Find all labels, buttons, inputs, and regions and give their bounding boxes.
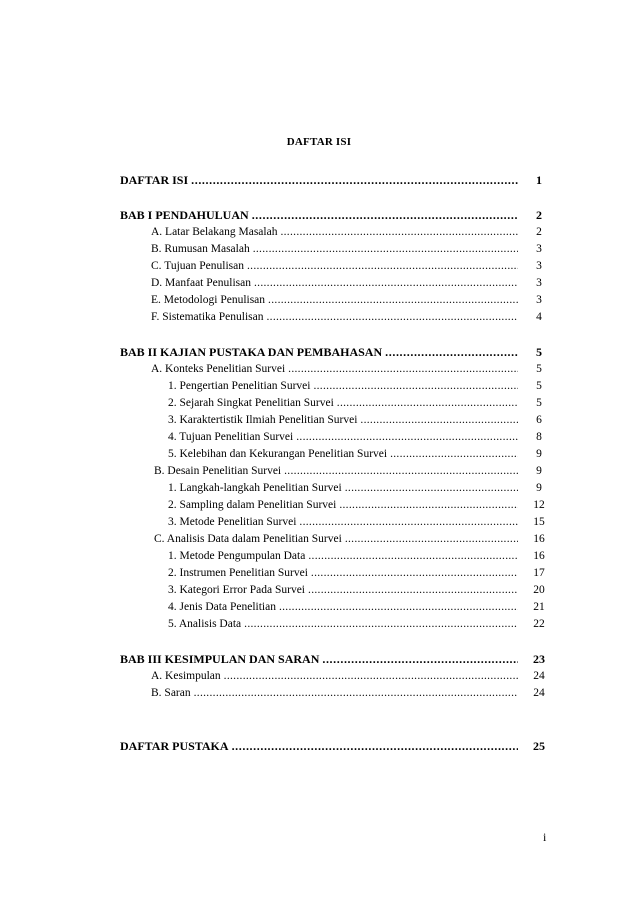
table-of-contents — [120, 172, 550, 755]
toc-entry — [120, 616, 550, 633]
toc-entry — [120, 412, 550, 429]
toc-leader-dots — [194, 685, 518, 702]
toc-entry-label: DAFTAR ISI — [120, 173, 189, 187]
toc-entry-label: A. Kesimpulan — [151, 670, 221, 682]
toc-leader-dots — [279, 599, 518, 616]
toc-leader-dots — [252, 207, 518, 224]
toc-entry-daftar-isi — [120, 172, 550, 189]
toc-entry-label: C. Analisis Data dalam Penelitian Survei — [154, 533, 342, 545]
toc-entry-bab-3 — [120, 651, 550, 668]
toc-entry-page: 9 — [536, 465, 542, 477]
toc-leader-dots — [360, 412, 518, 429]
toc-entry-label: 1. Pengertian Penelitian Survei — [168, 380, 311, 392]
toc-entry-page: 16 — [533, 533, 545, 545]
toc-entry — [120, 480, 550, 497]
toc-entry — [120, 599, 550, 616]
toc-entry — [120, 241, 550, 258]
toc-entry — [120, 258, 550, 275]
toc-entry-page: 4 — [536, 311, 542, 323]
page-number: i — [543, 830, 547, 844]
toc-leader-dots — [322, 651, 518, 668]
toc-entry-page: 23 — [533, 652, 545, 666]
toc-entry — [120, 463, 550, 480]
toc-entry — [120, 446, 550, 463]
toc-leader-dots — [345, 531, 518, 548]
toc-leader-dots — [299, 514, 518, 531]
toc-entry — [120, 497, 550, 514]
toc-entry-label: 3. Karaktertistik Ilmiah Penelitian Survei — [168, 414, 358, 426]
toc-leader-dots — [308, 582, 518, 599]
toc-entry-label: DAFTAR PUSTAKA — [120, 739, 229, 753]
toc-entry-label: 3. Kategori Error Pada Survei — [168, 584, 306, 596]
toc-entry-page: 5 — [536, 345, 542, 359]
toc-entry-page: 12 — [533, 499, 545, 511]
toc-leader-dots — [339, 497, 518, 514]
toc-entry — [120, 685, 550, 702]
toc-leader-dots — [253, 241, 518, 258]
toc-entry-page: 3 — [536, 294, 542, 306]
toc-leader-dots — [268, 292, 518, 309]
toc-entry-page: 9 — [536, 482, 542, 494]
toc-leader-dots — [266, 309, 518, 326]
toc-entry-label: 4. Tujuan Penelitian Survei — [168, 431, 294, 443]
toc-entry — [120, 224, 550, 241]
toc-entry-label: BAB II KAJIAN PUSTAKA DAN PEMBAHASAN — [120, 345, 383, 359]
toc-leader-dots — [345, 480, 518, 497]
toc-entry-daftar-pustaka — [120, 738, 550, 755]
toc-entry — [120, 548, 550, 565]
toc-leader-dots — [191, 172, 518, 189]
toc-entry — [120, 292, 550, 309]
toc-entry-page: 6 — [536, 414, 542, 426]
toc-entry-page: 2 — [536, 208, 542, 222]
toc-entry-page: 9 — [536, 448, 542, 460]
toc-entry-label: A. Latar Belakang Masalah — [151, 226, 278, 238]
toc-entry — [120, 429, 550, 446]
toc-leader-dots — [254, 275, 518, 292]
toc-entry-page: 21 — [533, 601, 545, 613]
toc-entry-page: 16 — [533, 550, 545, 562]
toc-entry-bab-2 — [120, 344, 550, 361]
page-title: DAFTAR ISI — [286, 136, 352, 148]
toc-leader-dots — [311, 565, 518, 582]
toc-entry — [120, 309, 550, 326]
toc-entry-label: F. Sistematika Penulisan — [151, 311, 264, 323]
toc-leader-dots — [337, 395, 518, 412]
toc-entry — [120, 514, 550, 531]
toc-entry-label: C. Tujuan Penulisan — [151, 260, 244, 272]
toc-entry — [120, 395, 550, 412]
toc-entry — [120, 565, 550, 582]
toc-entry-label: 3. Metode Penelitian Survei — [168, 516, 297, 528]
toc-entry-label: B. Desain Penelitian Survei — [154, 465, 282, 477]
toc-entry — [120, 668, 550, 685]
toc-entry-page: 8 — [536, 431, 542, 443]
toc-entry-label: BAB I PENDAHULUAN — [120, 208, 249, 222]
toc-entry-page: 5 — [536, 380, 542, 392]
toc-leader-dots — [224, 668, 518, 685]
toc-entry-label: BAB III KESIMPULAN DAN SARAN — [120, 652, 320, 666]
toc-leader-dots — [284, 463, 518, 480]
toc-entry-page: 5 — [536, 363, 542, 375]
toc-entry-page: 5 — [536, 397, 542, 409]
toc-leader-dots — [244, 616, 518, 633]
toc-entry — [120, 378, 550, 395]
toc-entry-label: 5. Analisis Data — [168, 618, 242, 630]
toc-entry-label: 5. Kelebihan dan Kekurangan Penelitian Survei — [168, 448, 388, 460]
toc-entry-label: E. Metodologi Penulisan — [151, 294, 266, 306]
toc-leader-dots — [385, 344, 518, 361]
toc-leader-dots — [280, 224, 518, 241]
toc-entry-page: 25 — [533, 739, 545, 753]
toc-entry — [120, 275, 550, 292]
toc-entry-page: 2 — [536, 226, 542, 238]
toc-entry — [120, 361, 550, 378]
toc-entry-page: 22 — [533, 618, 545, 630]
toc-entry-label: D. Manfaat Penulisan — [151, 277, 251, 289]
toc-entry-page: 15 — [533, 516, 545, 528]
toc-entry-page: 3 — [536, 260, 542, 272]
toc-entry-page: 1 — [536, 173, 542, 187]
toc-entry-label: 1. Langkah-langkah Penelitian Survei — [168, 482, 342, 494]
toc-leader-dots — [247, 258, 518, 275]
toc-leader-dots — [390, 446, 518, 463]
toc-entry-label: B. Saran — [151, 687, 191, 699]
toc-leader-dots — [232, 738, 518, 755]
toc-entry-page: 24 — [533, 670, 545, 682]
toc-leader-dots — [296, 429, 518, 446]
toc-entry-label: 4. Jenis Data Penelitian — [168, 601, 276, 613]
toc-entry-bab-1 — [120, 207, 550, 224]
toc-entry-label: 2. Sejarah Singkat Penelitian Survei — [168, 397, 334, 409]
toc-leader-dots — [308, 548, 518, 565]
toc-entry-page: 17 — [533, 567, 545, 579]
toc-entry-label: A. Konteks Penelitian Survei — [151, 363, 286, 375]
toc-leader-dots — [288, 361, 518, 378]
toc-entry-page: 20 — [533, 584, 545, 596]
toc-entry-label: B. Rumusan Masalah — [151, 243, 250, 255]
toc-entry-page: 24 — [533, 687, 545, 699]
toc-entry-label: 1. Metode Pengumpulan Data — [168, 550, 306, 562]
toc-entry — [120, 582, 550, 599]
toc-leader-dots — [313, 378, 518, 395]
toc-entry-label: 2. Sampling dalam Penelitian Survei — [168, 499, 337, 511]
toc-entry-page: 3 — [536, 243, 542, 255]
toc-entry-page: 3 — [536, 277, 542, 289]
toc-entry — [120, 531, 550, 548]
toc-entry-label: 2. Instrumen Penelitian Survei — [168, 567, 308, 579]
